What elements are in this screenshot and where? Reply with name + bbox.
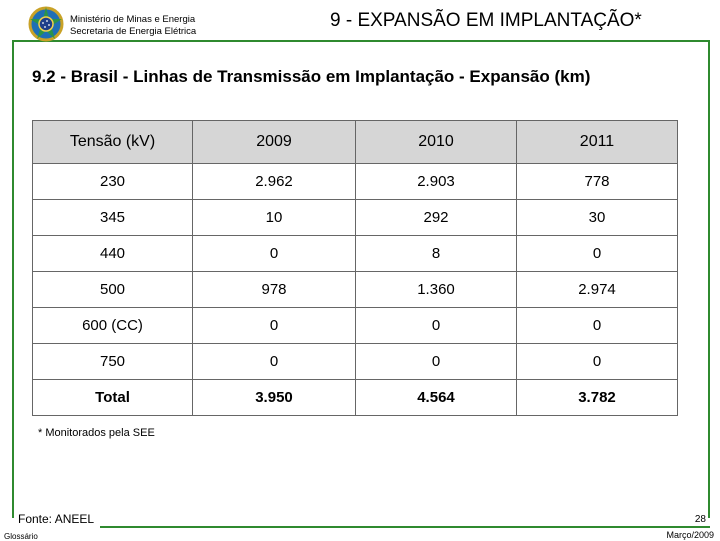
table-row: [33, 272, 678, 308]
date-label: Março/2009: [666, 530, 714, 540]
cell-tensao: 500: [33, 272, 193, 308]
footnote: * Monitorados pela SEE: [38, 427, 155, 439]
frame-right-line: [708, 40, 710, 518]
cell-2009: 0: [193, 308, 356, 344]
cell-2011: 778: [517, 164, 678, 200]
column-header-2009: 2009: [193, 121, 356, 164]
page-subtitle: 9.2 - Brasil - Linhas de Transmissão em Implantação - Expansão (km): [32, 67, 591, 86]
page-number: 28: [694, 514, 706, 525]
brazil-coat-of-arms-icon: [26, 4, 66, 44]
transmission-lines-table: [32, 120, 678, 416]
cell-tensao: 440: [33, 236, 193, 272]
cell-2011: 30: [517, 200, 678, 236]
cell-2010: 0: [356, 308, 517, 344]
total-2009: 3.950: [193, 380, 356, 416]
cell-2009: 0: [193, 236, 356, 272]
slide-title: 9 - EXPANSÃO EM IMPLANTAÇÃO*: [330, 10, 642, 31]
total-label: Total: [33, 380, 193, 416]
table-row: [33, 344, 678, 380]
table-row: [33, 236, 678, 272]
cell-2009: 2.962: [193, 164, 356, 200]
cell-2011: 0: [517, 344, 678, 380]
table-row: [33, 200, 678, 236]
total-2010: 4.564: [356, 380, 517, 416]
ministry-line-1: Ministério de Minas e Energia: [70, 14, 196, 25]
column-header-tensao: Tensão (kV): [33, 121, 193, 164]
ministry-label: [70, 14, 196, 38]
source-label: Fonte: ANEEL: [18, 512, 95, 526]
cell-2011: 0: [517, 236, 678, 272]
cell-tensao: 600 (CC): [33, 308, 193, 344]
total-2011: 3.782: [517, 380, 678, 416]
glossary-link[interactable]: Glossário: [4, 532, 38, 541]
frame-left-line: [12, 40, 14, 518]
frame-bottom-line: [100, 526, 710, 528]
cell-2009: 0: [193, 344, 356, 380]
cell-2010: 0: [356, 344, 517, 380]
cell-2010: 292: [356, 200, 517, 236]
cell-tensao: 750: [33, 344, 193, 380]
table-row: [33, 308, 678, 344]
cell-2009: 978: [193, 272, 356, 308]
cell-2009: 10: [193, 200, 356, 236]
cell-2010: 2.903: [356, 164, 517, 200]
cell-tensao: 345: [33, 200, 193, 236]
table-row: [33, 164, 678, 200]
cell-2010: 1.360: [356, 272, 517, 308]
column-header-2011: 2011: [517, 121, 678, 164]
table-header-row: [33, 121, 678, 164]
cell-tensao: 230: [33, 164, 193, 200]
cell-2011: 0: [517, 308, 678, 344]
column-header-2010: 2010: [356, 121, 517, 164]
table-total-row: [33, 380, 678, 416]
cell-2011: 2.974: [517, 272, 678, 308]
cell-2010: 8: [356, 236, 517, 272]
frame-top-line: [12, 40, 710, 42]
ministry-line-2: Secretaria de Energia Elétrica: [70, 26, 197, 37]
